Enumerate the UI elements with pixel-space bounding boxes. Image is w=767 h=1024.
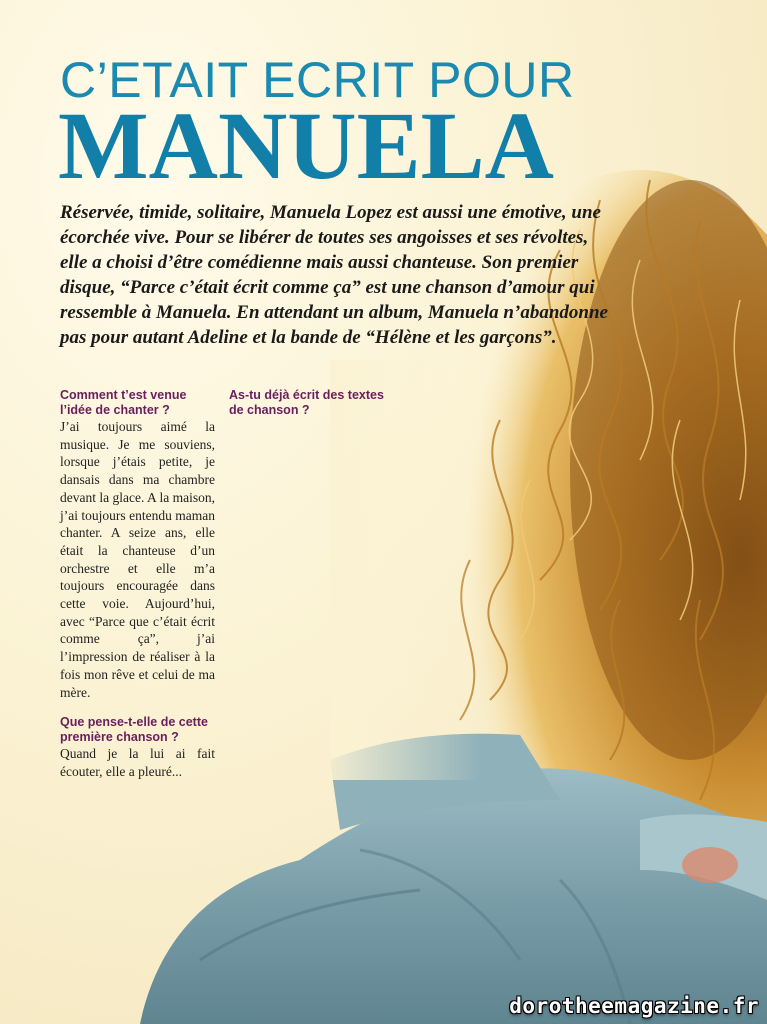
answer-text: J’ai toujours aimé la musique. Je me souviens, lorsque j’étais petite, je dansais dans ma chambre devant la glace. A la maison, j’ai toujours entendu maman chanter. A seize ans, elle était la chanteuse d’un orchestre et elle m’a toujours encouragée dans cette voie. Aujourd’hui, avec “Parce que c’était écrit comme ça”, j’ai l’impression de réaliser à la fois mon rêve et celui de ma mère.	[60, 419, 215, 700]
headline-name: MANUELA	[58, 92, 554, 199]
question-heading: Comment t’est venue l’idée de chanter ?	[60, 388, 187, 417]
interview-column-2	[229, 388, 384, 418]
site-watermark: dorotheemagazine.fr	[509, 994, 759, 1018]
intro-paragraph: Réservée, timide, solitaire, Manuela Lopez est aussi une émotive, une écorchée vive. Pour se libérer de toutes ses angoisses et ses révoltes, elle a choisi d’être comédienne mais aussi chanteuse. Son premier disque, “Parce c’était écrit comme ça” est une chanson d’amour qui ressemble à Manuela. En attendant un album, Manuela n’abandonne pas pour autant Adeline et la bande de “Hélène et les garçons”.	[60, 202, 608, 348]
headline-line-1: C’ETAIT ECRIT POUR	[60, 52, 575, 108]
question-heading: As-tu déjà écrit des textes de chanson ?	[229, 388, 384, 417]
interview-column-1	[60, 388, 215, 795]
question-heading: Que pense-t-elle de cette première chanson ?	[60, 715, 208, 745]
answer-text: Quand je la lui ai fait écouter, elle a pleuré...	[60, 746, 215, 779]
